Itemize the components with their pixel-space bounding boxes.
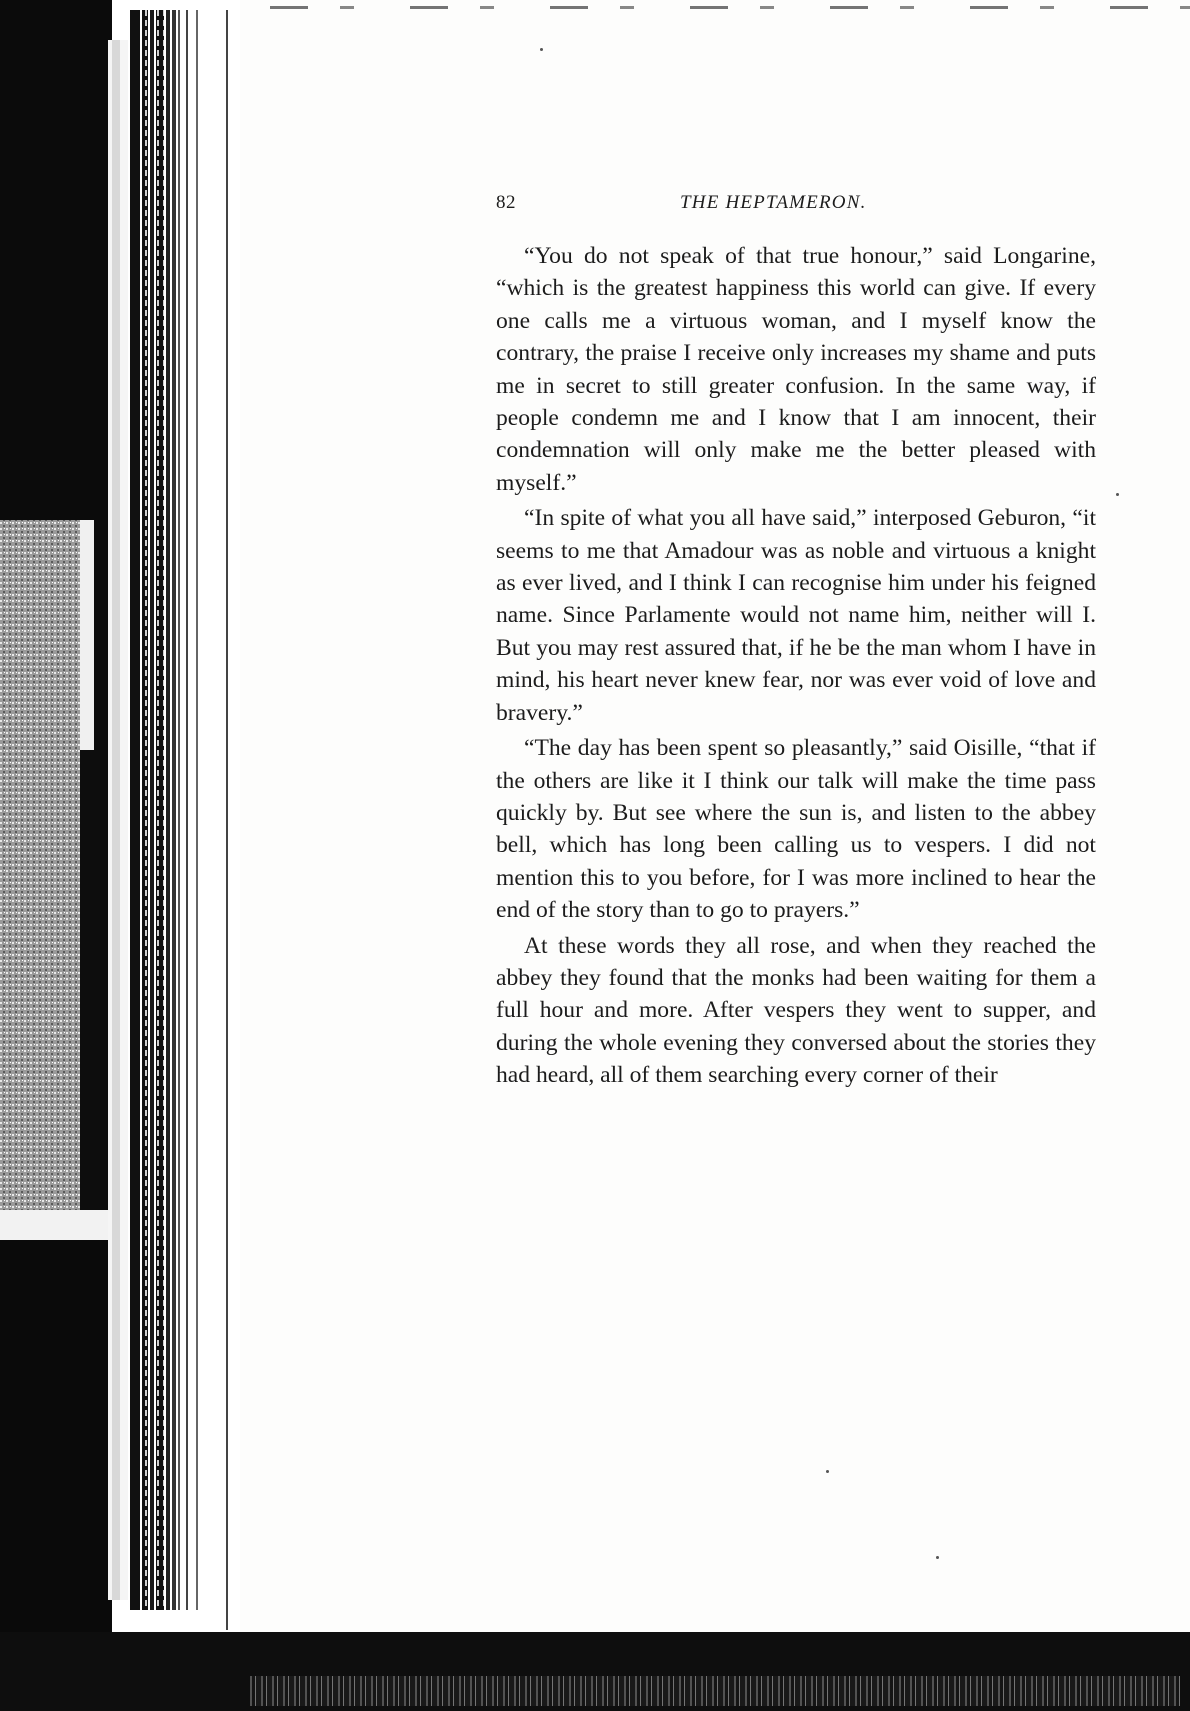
spine-graphic xyxy=(0,0,240,1711)
book-page xyxy=(496,188,1096,1095)
paragraph-oisille: “The day has been spent so pleasantly,” said Oisille, “that if the others are like it I think our talk will make the time pass quickly by. But see where the sun is, and listen to the abbey bell, which has long been calling us to vespers. I did not mention this to you before, for I was more inclined to hear the end of the story than to go to prayers.” xyxy=(496,735,1096,924)
paragraph-geburon: “In spite of what you all have said,” interposed Geburon, “it seems to me that Amadour was as noble and virtuous a knight as ever lived, and I think I can recognise him under his feigned name. Since Parlamente would not name him, neither will I. But you may rest assured that, if he be the man whom I have in mind, his heart never knew fear, nor was ever void of love and bravery.” xyxy=(496,505,1096,726)
scan-speck xyxy=(540,48,543,51)
body-text xyxy=(496,240,1096,1092)
paragraph-abbey: At these words they all rose, and when they reached the abbey they found that the monks had been waiting for them a full hour and more. After vespers they went to supper, and during the whole evening they conversed about the stories they had heard, all of them searching every corner of their xyxy=(496,932,1096,1089)
running-head xyxy=(496,188,1096,218)
scan-speck xyxy=(1116,493,1119,496)
page-number: 82 xyxy=(496,192,516,213)
paragraph-longarine: “You do not speak of that true honour,” said Longarine, “which is the greatest happiness this world can give. If every one calls me a virtuous woman, and I myself know the contrary, the praise I receive only increases my shame and puts me in secret to still greater confusion. In the same way, if people condemn me and I know that I am innocent, their condemnation will only make me the better pleased with myself.” xyxy=(496,243,1096,496)
scan-bottom-speckle xyxy=(250,1676,1180,1706)
scan-bottom-edge xyxy=(0,1632,1190,1711)
scan-speck xyxy=(826,1470,829,1473)
scan-speck xyxy=(936,1556,939,1559)
book-spine-gutter xyxy=(0,0,240,1711)
book-title: THE HEPTAMERON. xyxy=(680,192,867,213)
scan-top-edge xyxy=(270,6,1190,9)
